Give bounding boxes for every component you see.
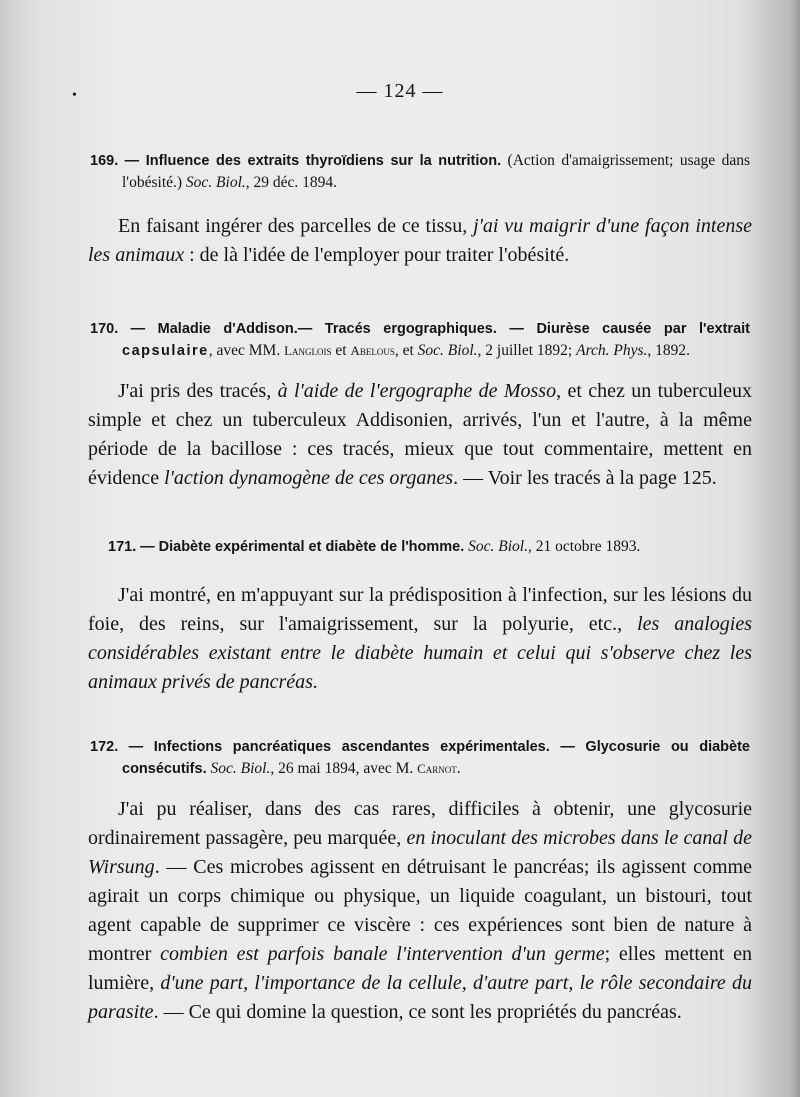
entry-172-text-italic-2: combien est parfois banale l'intervention d'un germe <box>160 943 605 965</box>
entry-172-text-a: J'ai pu réaliser, dans des cas rares, difficiles à obtenir, une glycosurie ordinairement passagère, peu marquée, <box>88 798 752 849</box>
entry-169-text-a: En faisant ingérer des parcelles de ce tissu, <box>118 215 468 237</box>
entry-171-number: 171. <box>108 539 137 555</box>
entry-170-text-italic-1: à l'aide de l'ergographe de Mosso <box>277 380 557 402</box>
entry-169-ref: Soc. Biol. <box>185 174 246 191</box>
entry-169-note: (Action d'amaigrissement; usage dans l'obésité.) <box>122 152 751 191</box>
entry-169-paragraph <box>88 212 752 270</box>
entry-172-end: . <box>456 760 461 777</box>
entry-169-text-c: : de là l'idée de l'employer pour traiter l'obésité. <box>189 244 570 266</box>
entry-172-number: 172. <box>90 739 119 755</box>
entry-172-ref: Soc. Biol. <box>210 760 271 777</box>
page-number: — 124 — <box>356 80 444 102</box>
entry-171-heading <box>90 536 750 558</box>
entry-170-text-a: J'ai pris des tracés, <box>118 380 272 402</box>
margin-dot: • <box>72 88 77 103</box>
entry-170-ref-2: Arch. Phys. <box>576 342 648 359</box>
entry-171-date: , 21 octobre 1893. <box>527 538 641 555</box>
entry-170-and: et <box>335 342 347 359</box>
entry-170-author-1: Langlois <box>284 343 332 358</box>
entry-170-text-italic-2: l'action dynamogène de ces organes <box>164 467 454 489</box>
entry-172-date: , 26 mai 1894, avec M. <box>270 760 414 777</box>
entry-170-ref-1: Soc. Biol. <box>417 342 478 359</box>
entry-170-number: 170. <box>90 321 119 337</box>
entry-170-title-a: — Maladie d'Addison.— Tracés ergographiques. — Diurèse causée par l'extrait <box>130 321 750 337</box>
entry-170-date-1: , 2 juillet 1892; <box>477 342 573 359</box>
entry-169-heading <box>90 150 750 194</box>
entry-170-heading <box>90 318 750 362</box>
entry-170-author-2: Abelous <box>350 343 395 358</box>
entry-171-text-a: J'ai montré, en m'appuyant sur la prédisposition à l'infection, sur les lésions du foie, des reins, sur l'amaigrissement, sur la polyurie, etc., <box>88 584 752 635</box>
entry-170-and2: , et <box>394 342 414 359</box>
entry-172-paragraph <box>88 795 752 1027</box>
entry-171-title: — Diabète expérimental et diabète de l'homme. <box>140 539 465 555</box>
entry-170-with: , avec MM. <box>208 342 281 359</box>
entry-169-text-italic: j'ai vu maigrir d'une façon intense les animaux <box>88 215 752 266</box>
entry-171-paragraph <box>88 581 752 697</box>
entry-171-text-italic: les analogies considérables existant entre le diabète humain et celui qui s'observe chez les animaux privés de pancréas. <box>88 613 753 693</box>
entry-172-text-c: . — Ces microbes agissent en détruisant le pancréas; ils agissent comme agirait un corps chimique ou physique, un liquide coagulant, un bistouri, tout agent capable de supprimer ce viscère : ces expériences sont bien de nature à montrer <box>88 856 752 965</box>
entry-169-title: — Influence des extraits thyroïdiens sur la nutrition. <box>124 153 502 169</box>
entry-172-text-italic-1: en inoculant des microbes dans le canal de Wirsung <box>88 827 752 878</box>
entry-170-date-2: , 1892. <box>647 342 691 359</box>
entry-170-text-c: , et chez un tuberculeux simple et chez un tuberculeux Addisonien, arrivés, l'un et l'autre, à la même période de la bacillose : ces tracés, mieux que tout commentaire, mettent en évidence <box>88 380 753 489</box>
entry-172-text-g: . — Ce qui domine la question, ce sont les propriétés du pancréas. <box>153 1001 682 1023</box>
entry-172-heading <box>90 736 750 780</box>
entry-169-number: 169. <box>90 153 119 169</box>
entry-171-ref: Soc. Biol. <box>468 538 528 555</box>
entry-170-paragraph <box>88 377 752 493</box>
entry-170-title-b: capsulaire <box>122 343 209 359</box>
entry-172-text-e: ; elles mettent en lumière, <box>88 943 752 994</box>
entry-172-text-italic-3: d'une part, l'importance de la cellule, d'autre part, le rôle secondaire du parasite <box>88 972 752 1023</box>
entry-169-date: , 29 déc. 1894. <box>245 174 338 191</box>
entry-172-title: — Infections pancréatiques ascendantes expérimentales. — Glycosurie ou diabète consécutifs. <box>122 739 751 777</box>
entry-170-text-e: . — Voir les tracés à la page 125. <box>453 467 717 489</box>
entry-172-author: Carnot <box>417 761 457 776</box>
